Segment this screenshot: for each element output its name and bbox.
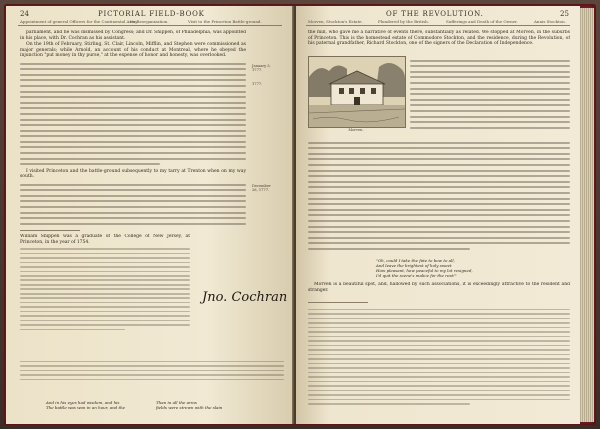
page-edges <box>580 8 594 422</box>
verse-block <box>376 258 536 278</box>
running-head: PICTORIAL FIELD-BOOK <box>98 10 205 18</box>
subhead-3: Visit to the Princeton Battle-ground. <box>188 19 262 24</box>
margin-note: December 26, 1777. <box>252 184 271 193</box>
opening-paragraph: parliament, and he was dismissed by Congress; and Dr. Shippen, of Philadelphia, was appointed in his place, with Dr. Cochran as his assistant. <box>20 30 246 41</box>
right-closing-paragraph <box>308 282 570 296</box>
subhead-2: Plundered by the British. <box>378 19 429 24</box>
subhead-3: Sufferings and Death of the Owner. <box>446 19 518 24</box>
right-body-main <box>308 138 570 256</box>
poem-line: Than in all the arms <box>156 400 197 405</box>
poem-line: fields were strewn with the slain <box>156 405 223 410</box>
verse-line: And leave the brightest of holy sweet <box>376 263 452 268</box>
right-footnotes <box>308 306 570 414</box>
subhead-2: Its Reorganization. <box>130 19 169 24</box>
poem-line: And in his eyes had wisdom, and his <box>46 400 120 405</box>
right-body-top <box>308 30 570 52</box>
margin-note: 1777. <box>252 82 263 86</box>
subhead-1: Appointment of general Officers for the Continental Army. <box>20 19 139 24</box>
footnote-continued <box>20 358 284 398</box>
paragraph: On the 19th of February, Stirling, St. Clair, Lincoln, Mifflin, and Stephen were commissioned as major generals; while Arnold, an account of his conduct at Montreal, where he obeyed the injunction "put money in thy purse," at the expense of honor and honesty, was overlooked. <box>20 42 246 59</box>
verse-line: How pleasant, how peaceful to my lot resigned, <box>376 268 473 273</box>
margin-note: January 3, 1777. <box>252 64 271 73</box>
morven-engraving <box>308 56 406 128</box>
left-body-text <box>20 30 246 226</box>
page-number: 25 <box>560 10 569 18</box>
footnote-poem-right <box>156 400 256 410</box>
opening-paragraph: the mill, who gave me a narrative of events there, substantially as related. We stopped at Morven, in the suburbs of Princeton. This is the homestead estate of Commodore Stockton, and the residence, during the Revolution, of his paternal grandfather, Richard Stockton, one of the signers of the Declaration of Independence. <box>308 30 570 47</box>
signature-facsimile: Jno. Cochran <box>202 290 288 305</box>
subhead-1: Morven, Stockton's Estate. <box>308 19 363 24</box>
running-head: OF THE REVOLUTION. <box>386 10 484 18</box>
footnote-intro: William Shippen was a graduate of the College of New Jersey, at Princeton, in the year of 1754. <box>20 234 190 245</box>
verse-line: I'd quit the scene's malice for the rest!" <box>376 273 457 278</box>
page-number: 24 <box>20 10 29 18</box>
figure-caption: Morven. <box>348 128 364 132</box>
closing-paragraph: Morven is a beautiful spot, and, hallowed by such associations, it is exceedingly attractive to the resident and stranger. <box>308 282 570 293</box>
left-page <box>6 6 294 424</box>
verse-line: "Oh, could I take the fate to bow to all, <box>376 258 455 263</box>
header-rule <box>306 25 570 26</box>
right-body-beside-figure <box>410 56 570 136</box>
footnotes <box>20 234 190 354</box>
poem-line: The battle was won in an hour, and the <box>46 405 126 410</box>
right-page <box>296 6 580 424</box>
house-illustration <box>309 57 405 127</box>
header-rule <box>18 25 282 26</box>
footnote-poem-left <box>46 400 146 410</box>
footnote-rule <box>308 302 368 303</box>
paragraph: I visited Princeton and the battle-ground subsequently to my tarry at Trenton when on my way south. <box>20 168 246 180</box>
footnote-rule <box>20 230 80 231</box>
subhead-4: Annis Stockton. <box>534 19 566 24</box>
